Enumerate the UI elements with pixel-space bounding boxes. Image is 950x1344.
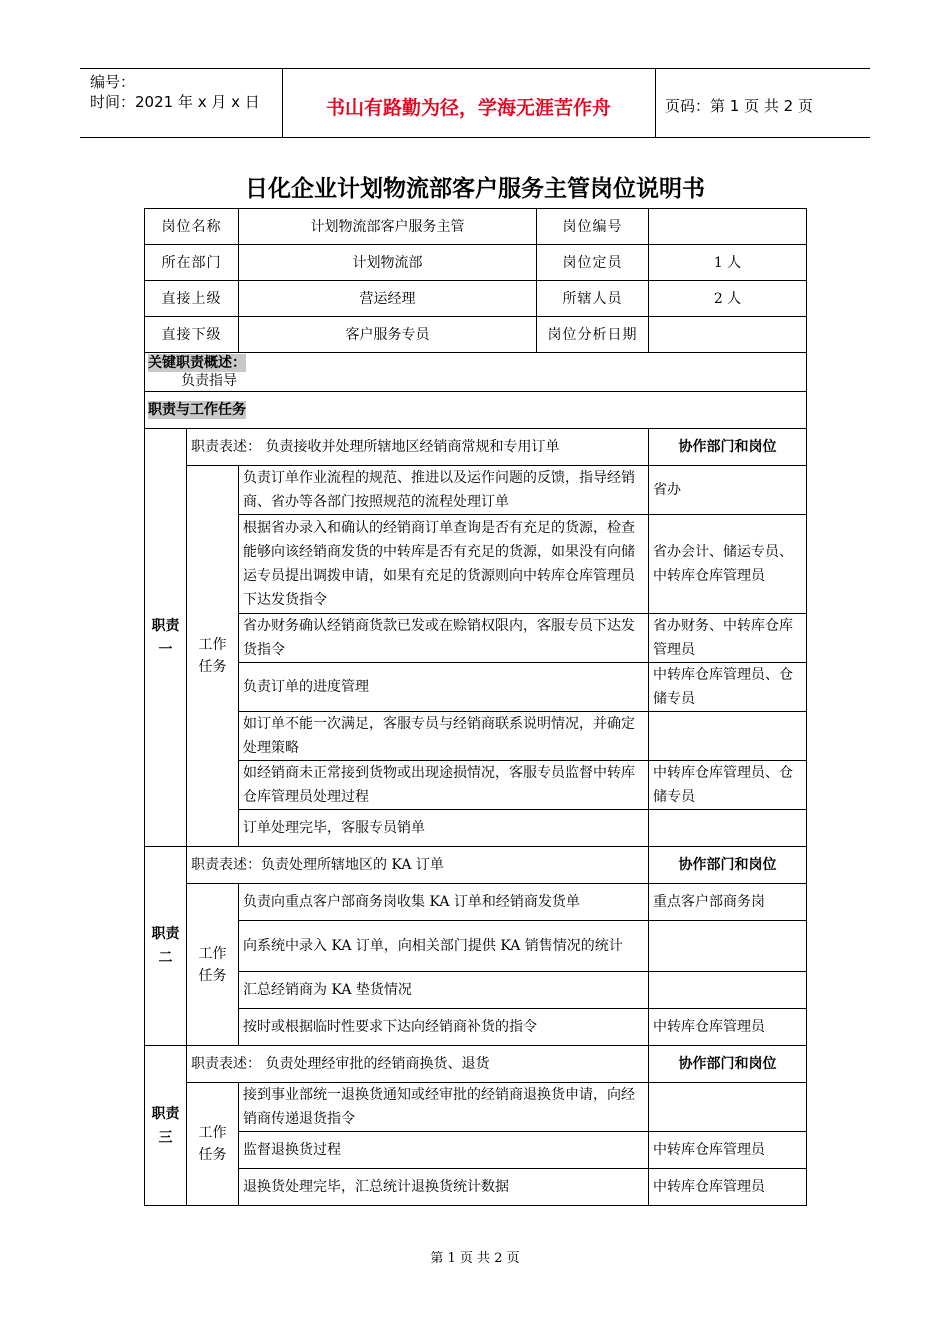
responsibility-statement-row	[145, 429, 807, 466]
summary-text: 负责指导	[181, 373, 237, 389]
position-name-value: 计划物流部客户服务主管	[239, 209, 537, 245]
task-collab	[649, 712, 807, 761]
summary-row	[145, 353, 807, 392]
info-row	[145, 281, 807, 317]
responsibilities-body	[145, 429, 807, 1206]
document-title: 日化企业计划物流部客户服务主管岗位说明书	[245, 176, 705, 202]
task-collab: 中转库仓库管理员	[649, 1009, 807, 1046]
header-divider	[655, 69, 656, 137]
task-text: 负责订单作业流程的规范、推进以及运作问题的反馈，指导经销商、省办等各部门按照规范的流程处理订单	[239, 466, 649, 515]
duties-header-cell	[145, 392, 807, 429]
responsibility-name: 职责三	[145, 1046, 187, 1206]
task-row	[145, 810, 807, 847]
page-code: 页码：第 1 页 共 2 页	[665, 97, 813, 115]
task-collab	[649, 921, 807, 972]
superior-label: 直接上级	[145, 281, 239, 317]
collab-header: 协作部门和岗位	[649, 1046, 807, 1083]
task-text: 汇总经销商为 KA 垫货情况	[239, 972, 649, 1009]
task-row	[145, 663, 807, 712]
collab-header: 协作部门和岗位	[649, 847, 807, 884]
responsibility-name: 职责一	[145, 429, 187, 847]
task-row	[145, 515, 807, 614]
responsibility-statement: 职责表述：负责处理所辖地区的 KA 订单	[187, 847, 649, 884]
responsibility-statement-row	[145, 847, 807, 884]
task-row	[145, 712, 807, 761]
task-text: 如经销商未正常接到货物或出现途损情况，客服专员监督中转库仓库管理员处理过程	[239, 761, 649, 810]
task-collab: 省办财务、中转库仓库管理员	[649, 614, 807, 663]
position-no-label: 岗位编号	[537, 209, 649, 245]
task-collab: 重点客户部商务岗	[649, 884, 807, 921]
task-label: 工作任务	[187, 1083, 239, 1206]
responsibility-statement: 职责表述： 负责接收并处理所辖地区经销商常规和专用订单	[187, 429, 649, 466]
analysis-date-value	[649, 317, 807, 353]
task-collab: 省办	[649, 466, 807, 515]
task-collab	[649, 972, 807, 1009]
dept-value: 计划物流部	[239, 245, 537, 281]
task-text: 订单处理完毕，客服专员销单	[239, 810, 649, 847]
info-row	[145, 209, 807, 245]
task-label: 工作任务	[187, 884, 239, 1046]
subordinates-count-value: 2 人	[649, 281, 807, 317]
motto: 书山有路勤为径，学海无涯苦作舟	[325, 97, 611, 119]
subordinate-value: 客户服务专员	[239, 317, 537, 353]
responsibility-statement: 职责表述： 负责处理经审批的经销商换货、退货	[187, 1046, 649, 1083]
task-text: 省办财务确认经销商货款已发或在赊销权限内，客服专员下达发货指令	[239, 614, 649, 663]
summary-label: 关键职责概述：	[148, 355, 246, 371]
dept-label: 所在部门	[145, 245, 239, 281]
analysis-date-label: 岗位分析日期	[537, 317, 649, 353]
header-meta	[90, 72, 260, 112]
task-text: 监督退换货过程	[239, 1132, 649, 1169]
info-row	[145, 317, 807, 353]
page-header	[80, 68, 870, 138]
task-row	[145, 1169, 807, 1206]
staffing-label: 岗位定员	[537, 245, 649, 281]
position-name-label: 岗位名称	[145, 209, 239, 245]
task-label: 工作任务	[187, 466, 239, 847]
task-text: 负责订单的进度管理	[239, 663, 649, 712]
duties-label: 职责与工作任务	[148, 402, 246, 418]
task-row	[145, 1083, 807, 1132]
task-collab: 省办会计、储运专员、中转库仓库管理员	[649, 515, 807, 614]
number-label: 编号：	[90, 73, 136, 91]
responsibility-name: 职责二	[145, 847, 187, 1046]
duties-header-row	[145, 392, 807, 429]
task-text: 按时或根据临时性要求下达向经销商补货的指令	[239, 1009, 649, 1046]
position-no-value	[649, 209, 807, 245]
task-row	[145, 884, 807, 921]
superior-value: 营运经理	[239, 281, 537, 317]
task-collab: 中转库仓库管理员、仓储专员	[649, 663, 807, 712]
task-collab	[649, 1083, 807, 1132]
subordinate-label: 直接下级	[145, 317, 239, 353]
responsibility-statement-row	[145, 1046, 807, 1083]
task-text: 退换货处理完毕，汇总统计退换货统计数据	[239, 1169, 649, 1206]
task-collab: 中转库仓库管理员、仓储专员	[649, 761, 807, 810]
task-text: 如订单不能一次满足，客服专员与经销商联系说明情况，并确定处理策略	[239, 712, 649, 761]
task-row	[145, 972, 807, 1009]
time-label: 时间：2021 年 x 月 x 日	[90, 93, 260, 111]
task-row	[145, 1132, 807, 1169]
task-row	[145, 761, 807, 810]
info-row	[145, 245, 807, 281]
task-collab: 中转库仓库管理员	[649, 1132, 807, 1169]
task-collab	[649, 810, 807, 847]
summary-cell	[145, 353, 807, 392]
collab-header: 协作部门和岗位	[649, 429, 807, 466]
task-collab: 中转库仓库管理员	[649, 1169, 807, 1206]
task-row	[145, 1009, 807, 1046]
staffing-value: 1 人	[649, 245, 807, 281]
page-footer: 第 1 页 共 2 页	[430, 1251, 520, 1266]
task-text: 负责向重点客户部商务岗收集 KA 订单和经销商发货单	[239, 884, 649, 921]
task-row	[145, 466, 807, 515]
task-row	[145, 614, 807, 663]
task-text: 向系统中录入 KA 订单，向相关部门提供 KA 销售情况的统计	[239, 921, 649, 972]
task-text: 接到事业部统一退换货通知或经审批的经销商退换货申请，向经销商传递退货指令	[239, 1083, 649, 1132]
subordinates-count-label: 所辖人员	[537, 281, 649, 317]
task-text: 根据省办录入和确认的经销商订单查询是否有充足的货源，检查能够向该经销商发货的中转库是否有充足的货源，如果没有向储运专员提出调拨申请，如果有充足的货源则向中转库仓库管理员下达发货指令	[239, 515, 649, 614]
task-row	[145, 921, 807, 972]
job-description-table	[144, 208, 807, 1206]
